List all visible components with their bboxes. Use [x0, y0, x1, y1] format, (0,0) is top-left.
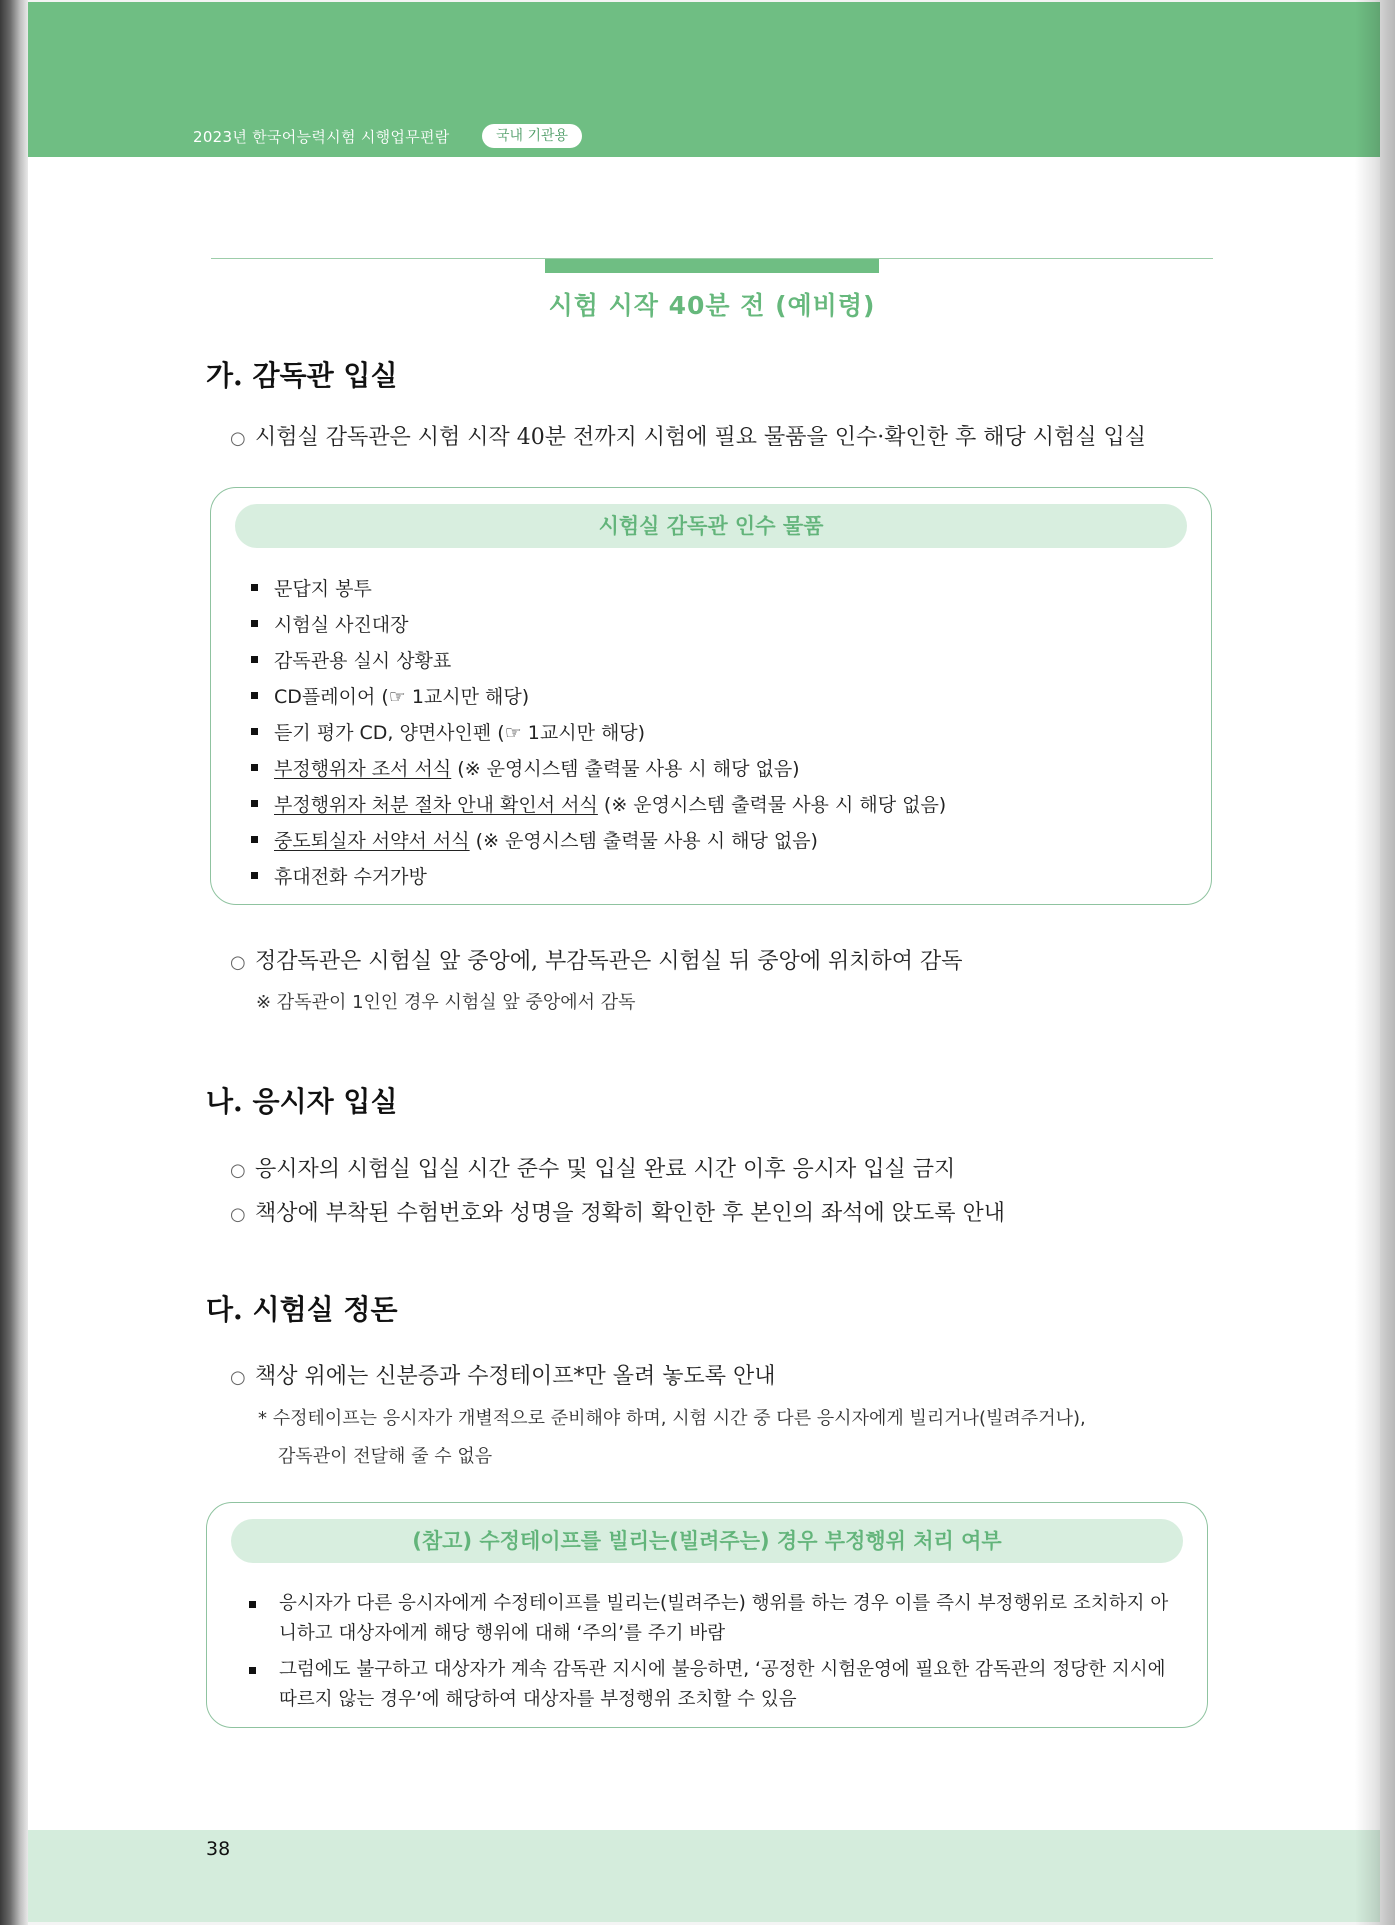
part-b-bullet-1-text: 응시자의 시험실 입실 시간 준수 및 입실 완료 시간 이후 응시자 입실 금지	[255, 1157, 956, 1182]
circle-bullet-icon: ○	[230, 1160, 246, 1181]
part-b-bullet-2-text: 책상에 부착된 수험번호와 성명을 정확히 확인한 후 본인의 좌석에 앉도록 안내	[255, 1201, 1005, 1226]
part-a-bullet-1-text: 시험실 감독관은 시험 시작 40분 전까지 시험에 필요 물품을 인수·확인한 후 해당 시험실 입실	[255, 425, 1146, 450]
circle-bullet-icon: ○	[230, 1367, 246, 1388]
title-tab	[545, 259, 879, 273]
part-c-bullet-1-text: 책상 위에는 신분증과 수정테이프*만 올려 놓도록 안내	[255, 1364, 776, 1389]
supplies-list-item: 감독관용 실시 상황표	[251, 646, 451, 673]
square-bullet-icon	[251, 764, 258, 771]
circle-bullet-icon: ○	[230, 952, 246, 973]
circle-bullet-icon: ○	[230, 428, 246, 449]
square-bullet-icon	[251, 728, 258, 735]
heading-part-c: 다. 시험실 정돈	[206, 1293, 398, 1326]
part-c-bullet-1	[230, 1359, 776, 1390]
circle-bullet-icon: ○	[230, 1204, 246, 1225]
square-bullet-icon	[249, 1667, 256, 1674]
supplies-box	[210, 487, 1212, 905]
footer-band	[28, 1830, 1380, 1922]
heading-part-a: 가. 감독관 입실	[206, 359, 398, 392]
square-bullet-icon	[251, 692, 258, 699]
reference-box-title: (참고) 수정테이프를 빌리는(빌려주는) 경우 부정행위 처리 여부	[231, 1519, 1183, 1563]
supplies-list-item: CD플레이어 (☞ 1교시만 해당)	[251, 682, 529, 709]
reference-list-item: 응시자가 다른 응시자에게 수정테이프를 빌리는(빌려주는) 행위를 하는 경우 이를 즉시 부정행위로 조치하지 아니하고 대상자에게 해당 행위에 대해 ‘주의’를 주기 바람	[249, 1589, 1169, 1649]
supplies-list-item: 문답지 봉투	[251, 574, 372, 601]
header-book-title: 2023년 한국어능력시험 시행업무편람	[193, 128, 450, 146]
supplies-list-item: 중도퇴실자 서약서 서식 (※ 운영시스템 출력물 사용 시 해당 없음)	[251, 826, 818, 853]
part-a-bullet-2-text: 정감독관은 시험실 앞 중앙에, 부감독관은 시험실 뒤 중앙에 위치하여 감독	[255, 949, 963, 974]
page-number: 38	[206, 1838, 231, 1860]
supplies-list-item: 부정행위자 조서 서식 (※ 운영시스템 출력물 사용 시 해당 없음)	[251, 754, 800, 781]
part-a-bullet-2	[230, 944, 963, 975]
document-page	[28, 2, 1380, 1922]
supplies-box-title: 시험실 감독관 인수 물품	[235, 504, 1187, 548]
part-b-bullet-2	[230, 1196, 1005, 1227]
heading-part-b: 나. 응시자 입실	[206, 1085, 398, 1118]
form-link-early-exit-pledge: 중도퇴실자 서약서 서식	[274, 830, 470, 852]
part-b-bullet-1	[230, 1152, 955, 1183]
header-badge: 국내 기관용	[482, 124, 582, 148]
section-title: 시험 시작 40분 전 (예비령)	[548, 291, 876, 320]
square-bullet-icon	[251, 836, 258, 843]
reference-box	[206, 1502, 1208, 1728]
square-bullet-icon	[251, 656, 258, 663]
square-bullet-icon	[251, 620, 258, 627]
square-bullet-icon	[251, 800, 258, 807]
square-bullet-icon	[251, 872, 258, 879]
part-a-note: ※ 감독관이 1인인 경우 시험실 앞 중앙에서 감독	[256, 992, 636, 1013]
form-link-misconduct-report: 부정행위자 조서 서식	[274, 758, 452, 780]
square-bullet-icon	[249, 1601, 256, 1608]
supplies-list-item: 듣기 평가 CD, 양면사인펜 (☞ 1교시만 해당)	[251, 718, 645, 745]
part-c-note-line-2: 감독관이 전달해 줄 수 없음	[278, 1446, 493, 1467]
supplies-list-item: 부정행위자 처분 절차 안내 확인서 서식 (※ 운영시스템 출력물 사용 시 해당 없음)	[251, 790, 946, 817]
supplies-list-item: 시험실 사진대장	[251, 610, 409, 637]
part-c-note-line-1: * 수정테이프는 응시자가 개별적으로 준비해야 하며, 시험 시간 중 다른 응시자에게 빌리거나(빌려주거나),	[258, 1408, 1086, 1429]
supplies-list-item: 휴대전화 수거가방	[251, 862, 427, 889]
reference-list-item: 그럼에도 불구하고 대상자가 계속 감독관 지시에 불응하면, ‘공정한 시험운영에 필요한 감독관의 정당한 지시에 따르지 않는 경우’에 해당하여 대상자를 부정행위 조치할 수 있음	[249, 1655, 1169, 1715]
form-link-disposition-confirmation: 부정행위자 처분 절차 안내 확인서 서식	[274, 794, 598, 816]
book-spine-shadow	[0, 0, 28, 1925]
square-bullet-icon	[251, 584, 258, 591]
header-band	[28, 2, 1380, 157]
part-a-bullet-1	[230, 420, 1146, 451]
